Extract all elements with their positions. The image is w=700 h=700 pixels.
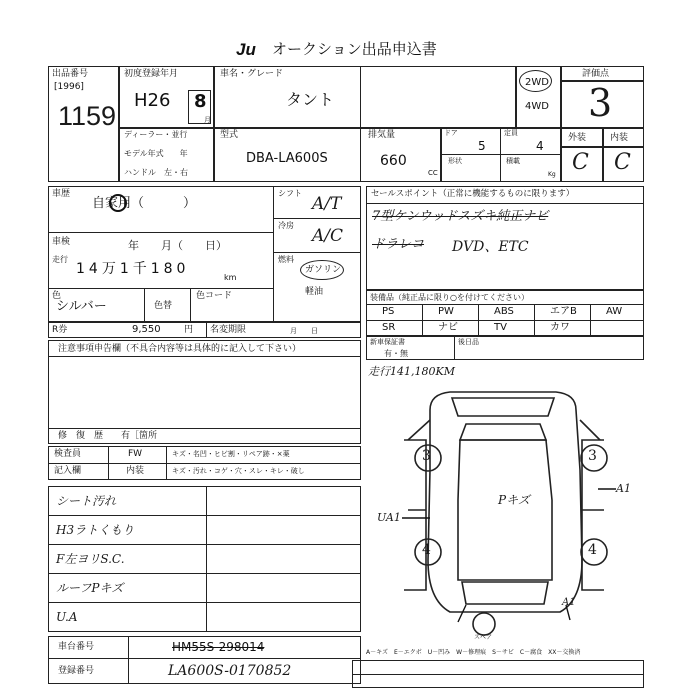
- vehicle-no-label: 車台番号: [58, 642, 95, 652]
- doors-value: 5: [478, 139, 486, 153]
- lot-sub: [1996]: [54, 82, 84, 92]
- first-reg-year: H26: [134, 90, 171, 111]
- model-label: 車名・グレード: [220, 69, 284, 79]
- displacement-label: 排気量: [368, 130, 396, 140]
- equipment-item: カワ: [550, 322, 570, 333]
- rating-label: 評価点: [582, 69, 610, 79]
- repair-history: 修 復 歴 有［箇所: [58, 431, 158, 441]
- fuel-value: ガソリン: [305, 265, 342, 275]
- diag-p-note: Pキズ: [498, 493, 530, 507]
- first-reg-month: 8: [194, 91, 207, 112]
- inspect-row2: キズ・汚れ・コゲ・穴・スレ・キレ・破し: [172, 467, 305, 475]
- equipment-label: 装備品（純正品に限り○を付けてください）: [370, 293, 529, 302]
- warranty-values: 有・無: [384, 349, 408, 358]
- dealer-row2: モデル年式 年: [124, 149, 188, 158]
- ac-value: A/C: [312, 226, 344, 246]
- diag-mark-front-right: 3: [588, 448, 597, 464]
- inspect-label: 検査員: [54, 449, 82, 459]
- rating-int-label: 内装: [610, 133, 629, 143]
- displacement-value: 660: [380, 153, 407, 169]
- fuel-label: 燃料: [278, 255, 294, 264]
- diag-ua1-left: UA1: [377, 511, 401, 524]
- mileage-value: 14万1千180: [76, 261, 190, 277]
- diag-mark-front-left: 3: [422, 448, 431, 464]
- equipment-item: エアB: [550, 306, 577, 317]
- displacement-unit: CC: [428, 169, 438, 177]
- color-value: シルバー: [56, 299, 107, 314]
- diag-mark-rear-right: 4: [588, 542, 597, 558]
- notes-label: 注意事項申告欄（不具合内容等は具体的に記入して下さい）: [58, 344, 302, 354]
- dealer-row3: ハンドル 左・右: [124, 168, 188, 177]
- mileage-unit: km: [224, 273, 237, 282]
- lot-number: 1159: [58, 101, 117, 131]
- equipment-item: ABS: [494, 306, 514, 317]
- rating-int: C: [614, 150, 631, 175]
- memo-line: U.A: [56, 610, 78, 624]
- doors-label: ドア: [444, 129, 458, 137]
- color-label: 色: [52, 291, 62, 301]
- load-unit: Kg: [548, 171, 556, 178]
- sales-label: セールスポイント（正常に機能するものに限ります）: [371, 189, 575, 199]
- sales-line2b: DVD、ETC: [452, 239, 529, 255]
- equipment-item: SR: [382, 322, 396, 333]
- diag-legend: A－キズ E－エクボ U－凹み W－修理痕 S－サビ C－腐食 XX－交換済: [366, 649, 581, 656]
- type-value: DBA-LA600S: [246, 151, 328, 166]
- deadline-label: 名変期限: [210, 325, 247, 335]
- dealer-row1: ディーラー・並行: [124, 130, 188, 139]
- reg-no-label: 登録番号: [58, 666, 95, 676]
- color-code-label: 色コード: [196, 291, 233, 301]
- sales-line2a: ドラレコ: [372, 237, 425, 252]
- recycle-label: R券: [52, 325, 68, 335]
- equipment-item: PW: [438, 306, 454, 317]
- shift-label: シフト: [278, 189, 302, 198]
- drive-4wd: 4WD: [525, 101, 549, 112]
- recycle-value: 9,550: [132, 324, 161, 335]
- first-reg-label: 初度登録年月: [124, 69, 179, 79]
- rating-value: 3: [588, 81, 613, 125]
- deadline-fmt: 月 日: [290, 327, 318, 335]
- fuel-circle: [300, 260, 344, 280]
- color-change: 色替: [154, 301, 173, 311]
- equipment-item: TV: [494, 322, 507, 333]
- warranty-label: 新車保証書: [370, 338, 405, 346]
- rating-ext-label: 外装: [568, 133, 587, 143]
- equipment-item: ナビ: [438, 322, 458, 333]
- reg-no-value: LA600S-0170852: [168, 663, 292, 679]
- memo-line: H3ラトくもり: [56, 523, 135, 537]
- inspection-text: 年 月（ 日）: [128, 239, 227, 252]
- month-unit: 月: [204, 116, 211, 124]
- history-label: 車歴: [52, 189, 71, 199]
- logo: Ju: [236, 40, 256, 59]
- shift-value: A/T: [312, 194, 342, 214]
- inspect-sublabel: 記入欄: [54, 466, 82, 476]
- mileage-label: 走行: [52, 255, 68, 264]
- history-value: 自家用（ ）: [92, 196, 197, 211]
- rating-ext: C: [572, 150, 589, 175]
- diag-mark-rear-left: 4: [422, 542, 431, 558]
- model-name: タント: [286, 90, 335, 109]
- form-title: オークション出品申込書: [272, 40, 437, 58]
- inspect-fw: FW: [128, 449, 143, 459]
- vehicle-no-value: HM55S-298014: [172, 640, 265, 654]
- inspect-row1: キズ・名凹・ヒビ割・リペア跡・×薬: [172, 450, 290, 458]
- recycle-unit: 円: [184, 325, 194, 335]
- drive-2wd-circle: [519, 70, 552, 92]
- memo-line: F左ヨリS.C.: [56, 552, 125, 566]
- sales-line1: 7型ケンウッドスズキ純正ナビ: [372, 209, 549, 224]
- inspection-label: 車検: [52, 237, 71, 247]
- inspect-inner: 内装: [126, 466, 145, 476]
- drive-2wd: 2WD: [525, 77, 549, 88]
- history-circle: [109, 194, 127, 212]
- warranty-record: 後日品: [458, 338, 479, 346]
- diag-spare: スペア: [474, 634, 493, 641]
- ac-label: 冷房: [278, 221, 294, 230]
- lot-label: 出品番号: [52, 69, 89, 79]
- shape-label: 形状: [448, 157, 462, 165]
- diag-a1-right: A1: [616, 482, 631, 495]
- fuel-diesel: 軽油: [305, 287, 324, 297]
- diagram-mileage-note: 走行141,180KM: [368, 365, 455, 378]
- load-label: 積載: [506, 157, 520, 165]
- capacity-value: 4: [536, 139, 544, 153]
- capacity-label: 定員: [504, 129, 518, 137]
- equipment-item: AW: [606, 306, 623, 317]
- equipment-item: PS: [382, 306, 395, 317]
- memo-line: シート汚れ: [56, 494, 117, 508]
- type-label: 型式: [220, 130, 239, 140]
- memo-line: ルーフPキズ: [56, 581, 124, 595]
- diag-a1-bottom: A1: [562, 597, 576, 608]
